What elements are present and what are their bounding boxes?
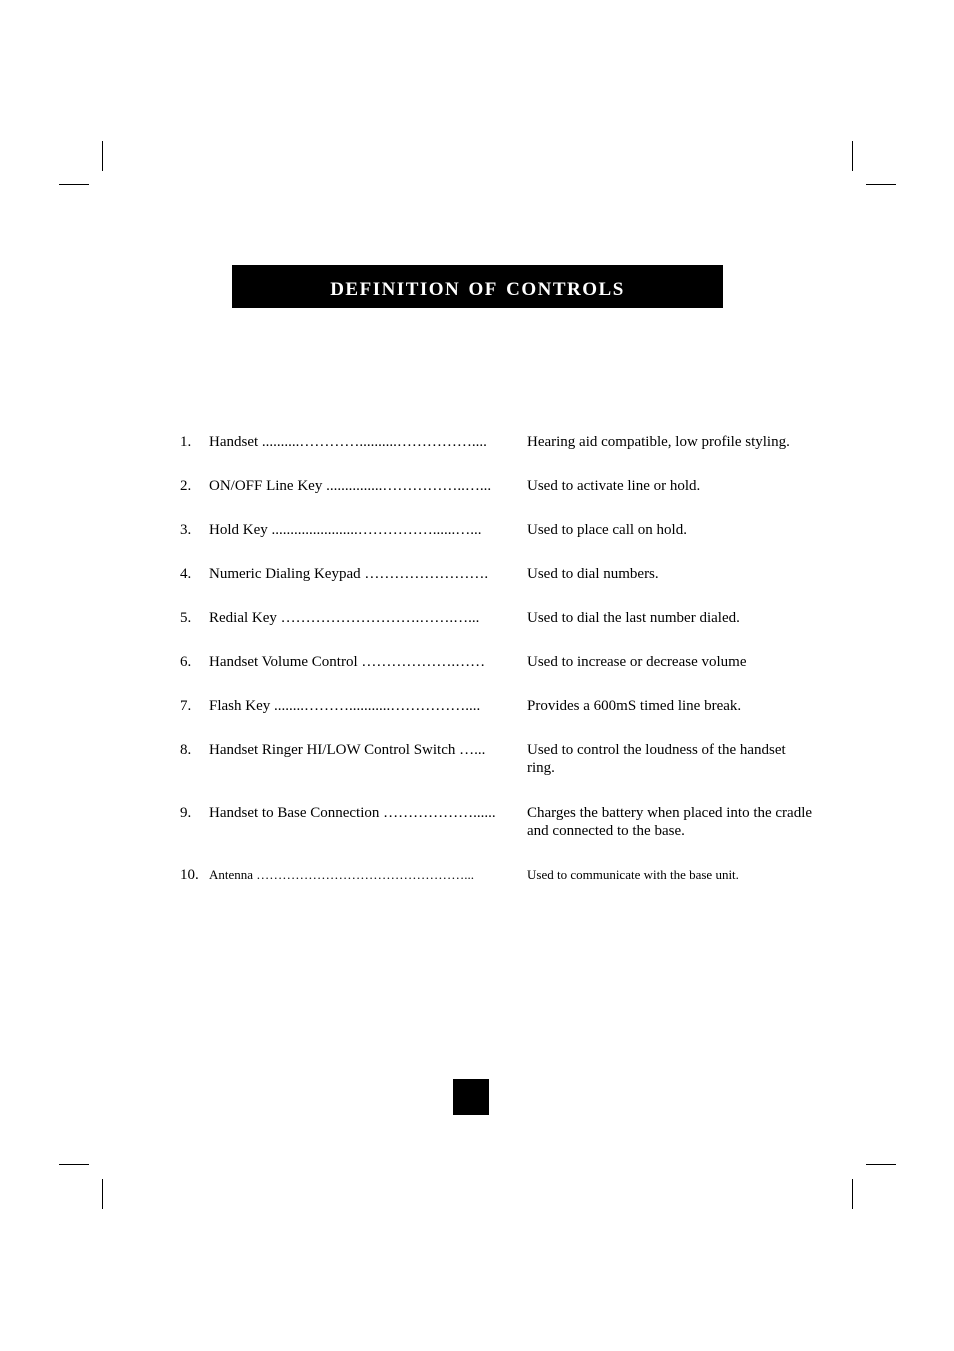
item-description: Used to dial numbers.: [527, 566, 659, 582]
item-label: Handset Ringer HI/LOW Control Switch …...: [209, 742, 486, 758]
item-label: Redial Key ……………………….…….…...: [209, 610, 480, 626]
item-number: 10.: [180, 867, 199, 883]
item-number: 3.: [180, 522, 192, 538]
item-description: Hearing aid compatible, low profile styling.: [527, 434, 790, 450]
crop-mark-bottom-left-horizontal: [59, 1164, 89, 1165]
item-number: 4.: [180, 566, 192, 582]
item-label: Numeric Dialing Keypad …………………….: [209, 566, 489, 582]
item-label: Handset Volume Control ……………….……: [209, 654, 486, 670]
item-number: 5.: [180, 610, 192, 626]
item-number: 7.: [180, 698, 192, 714]
crop-mark-bottom-right-vertical: [852, 1179, 853, 1209]
item-number: 1.: [180, 434, 192, 450]
section-title: definition of controls: [330, 271, 625, 301]
crop-mark-top-left-horizontal: [59, 184, 89, 185]
item-description: Used to place call on hold.: [527, 522, 687, 538]
crop-mark-top-right-horizontal: [866, 184, 896, 185]
item-number: 8.: [180, 742, 192, 758]
crop-mark-bottom-left-vertical: [102, 1179, 103, 1209]
item-label: Flash Key ........………...........……………....: [209, 698, 481, 714]
page-number-marker: [453, 1079, 489, 1115]
section-title-banner: [232, 265, 723, 308]
crop-mark-top-left-vertical: [102, 141, 103, 171]
item-number: 2.: [180, 478, 192, 494]
crop-mark-bottom-right-horizontal: [866, 1164, 896, 1165]
item-label: Antenna …………………………………………...: [209, 867, 475, 882]
item-number: 6.: [180, 654, 192, 670]
crop-mark-top-right-vertical: [852, 141, 853, 171]
item-description: Used to control the loudness of the handset ring.: [527, 742, 786, 776]
item-description: Used to communicate with the base unit.: [527, 867, 739, 882]
item-description: Used to dial the last number dialed.: [527, 610, 740, 626]
item-description: Charges the battery when placed into the cradle and connected to the base.: [527, 805, 813, 839]
item-description: Used to activate line or hold.: [527, 478, 701, 494]
item-description: Provides a 600mS timed line break.: [527, 698, 742, 714]
item-number: 9.: [180, 805, 192, 821]
item-label: Hold Key .......................……………......…...: [209, 522, 482, 538]
item-description: Used to increase or decrease volume: [527, 654, 747, 670]
item-label: Handset to Base Connection ………………......: [209, 805, 496, 821]
item-label: ON/OFF Line Key ...............……………..…...: [209, 478, 492, 494]
item-label: Handset ..........…………..........……………....: [209, 434, 487, 450]
